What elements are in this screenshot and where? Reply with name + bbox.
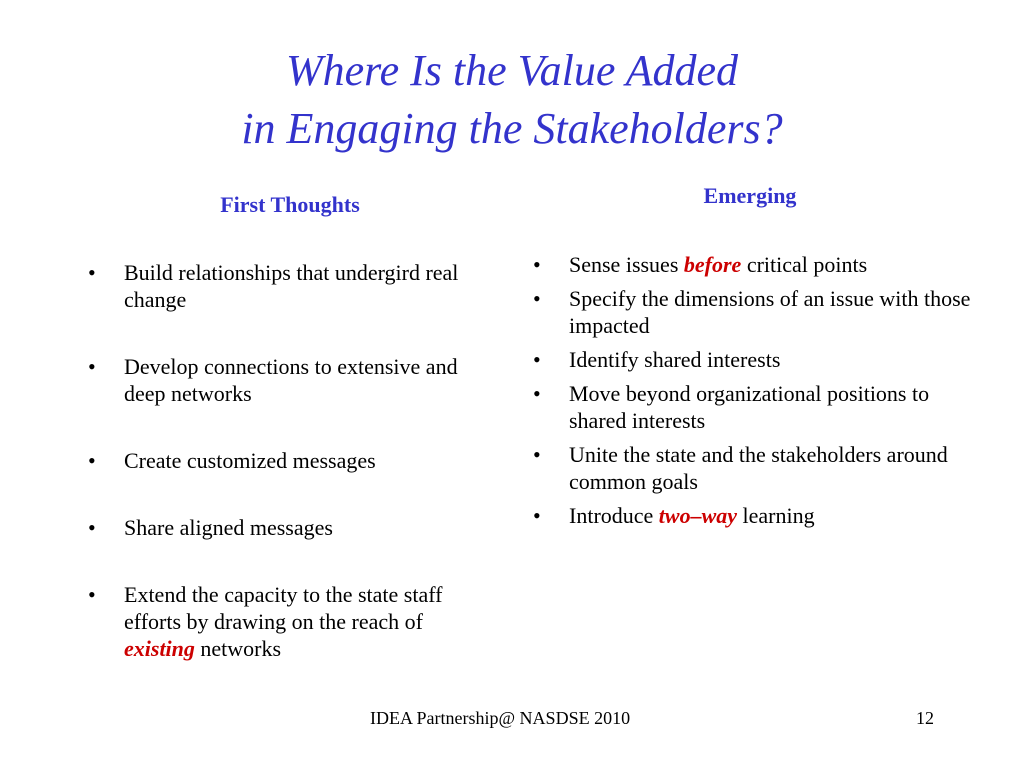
bullet-icon: • [533, 252, 541, 277]
emphasis-text: two–way [658, 503, 738, 528]
left-column-heading: First Thoughts [220, 192, 360, 217]
bullet-icon: • [88, 260, 96, 285]
bullet-icon: • [533, 442, 541, 467]
list-item-text-post: learning [737, 503, 815, 528]
bullet-icon: • [533, 286, 541, 311]
list-item [533, 441, 973, 495]
bullet-icon: • [533, 347, 541, 372]
bullet-icon: • [88, 515, 96, 540]
list-item-text: Unite the state and the stakeholders around common goals [569, 442, 948, 494]
list-item [533, 285, 973, 339]
list-item [533, 346, 973, 373]
list-item-text [124, 582, 442, 661]
list-item-text-post: critical points [741, 252, 868, 277]
bullet-icon: • [533, 381, 541, 406]
emphasis-text: before [683, 252, 742, 277]
list-item-text-pre: Sense issues [569, 252, 684, 277]
list-item-text: Share aligned messages [124, 515, 333, 540]
title-line-2: in Engaging the Stakeholders? [241, 104, 783, 153]
list-item-text: Develop connections to extensive and deep networks [124, 354, 458, 406]
bullet-icon: • [533, 503, 541, 528]
list-item-text [569, 503, 815, 528]
bullet-icon: • [88, 582, 96, 607]
slide-title [0, 42, 1024, 158]
list-item-text: Create customized messages [124, 448, 376, 473]
list-item [533, 380, 973, 434]
title-line-1: Where Is the Value Added [285, 46, 739, 95]
list-item-text-post: networks [194, 636, 282, 661]
list-item-text-pre: Extend the capacity to the state staff efforts by drawing on the reach of [124, 582, 443, 634]
list-item [533, 251, 973, 278]
first-thoughts-list [88, 259, 498, 702]
list-item [88, 581, 498, 662]
bullet-icon: • [88, 448, 96, 473]
page-number: 12 [916, 708, 934, 728]
list-item [88, 259, 498, 313]
list-item [88, 353, 498, 407]
list-item-text: Identify shared interests [569, 347, 781, 372]
list-item-text: Build relationships that undergird real change [124, 260, 459, 312]
bullet-icon: • [88, 354, 96, 379]
emerging-list [533, 251, 973, 536]
right-column-heading: Emerging [703, 183, 797, 208]
list-item-text: Specify the dimensions of an issue with those impacted [569, 286, 971, 338]
list-item-text [569, 252, 867, 277]
list-item-text: Move beyond organizational positions to shared interests [569, 381, 930, 433]
footer-text: IDEA Partnership@ NASDSE 2010 [370, 708, 631, 728]
list-item [88, 447, 498, 474]
list-item [533, 502, 973, 529]
emphasis-text: existing [124, 636, 195, 661]
list-item-text-pre: Introduce [569, 503, 659, 528]
list-item [88, 514, 498, 541]
